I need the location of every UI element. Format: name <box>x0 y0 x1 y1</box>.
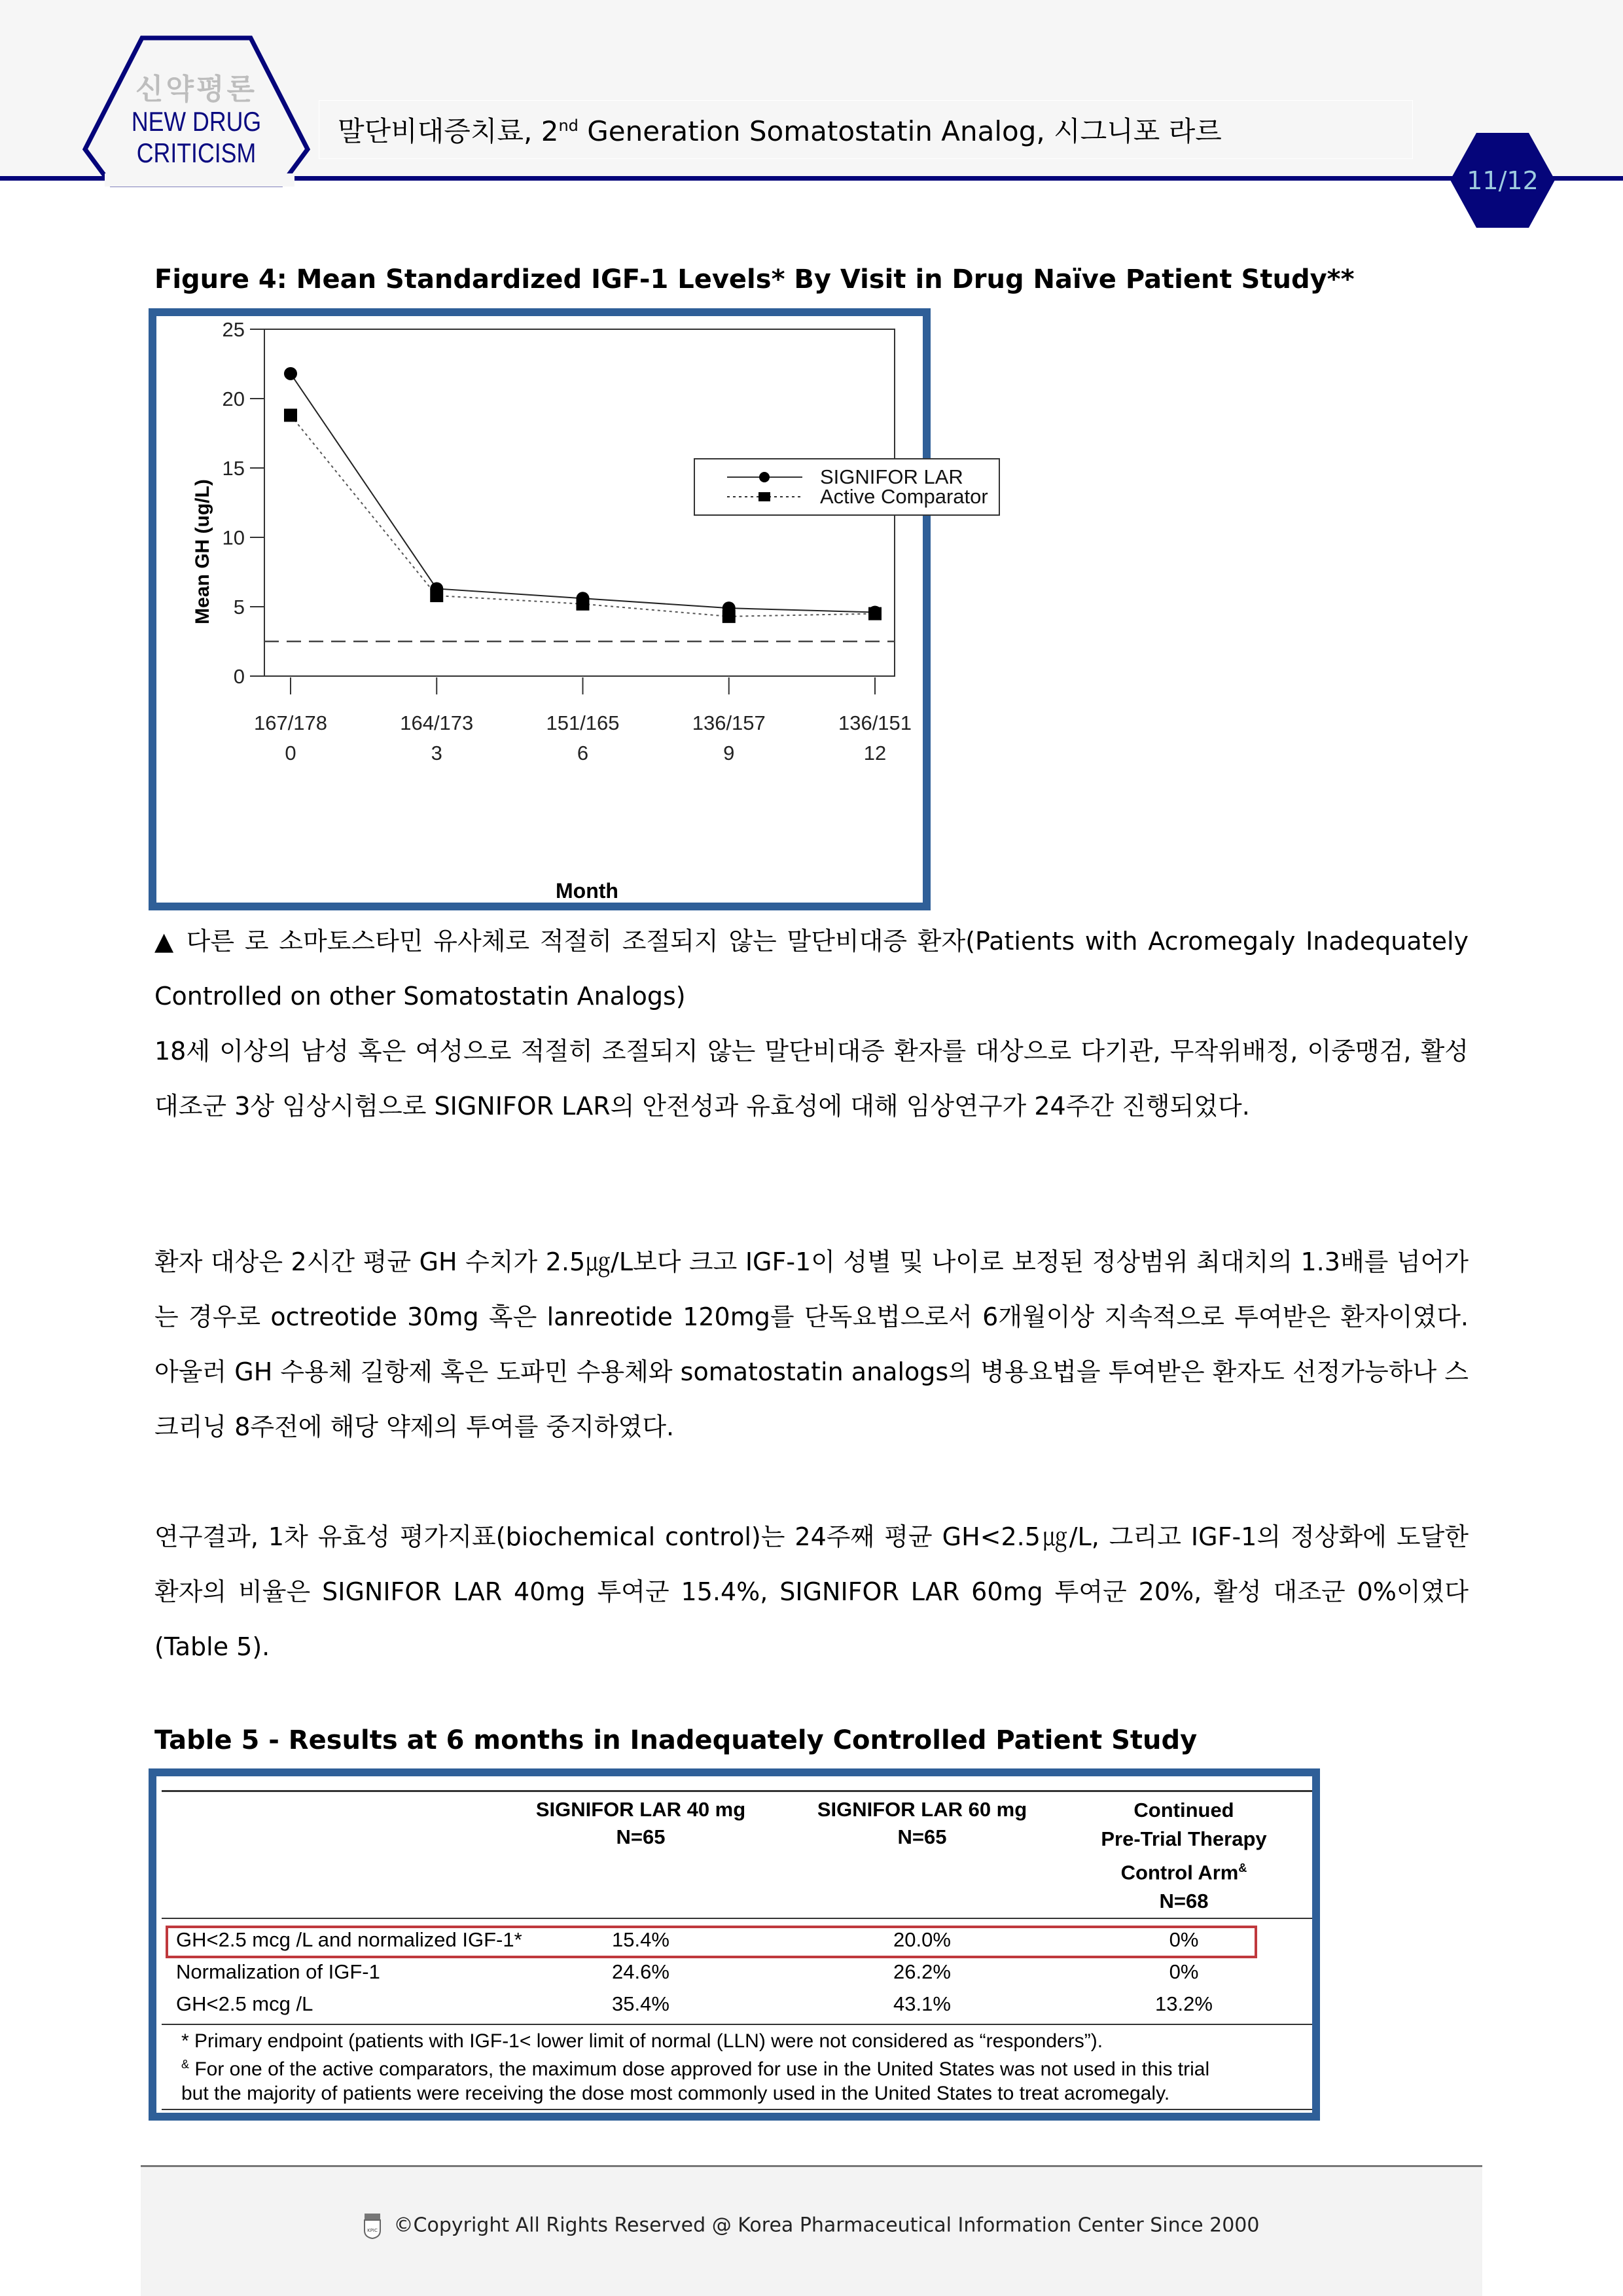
cell-60mg: 43.1% <box>893 1992 951 2015</box>
y-tick-label: 25 <box>222 318 245 341</box>
cell-40mg: 15.4% <box>612 1928 669 1951</box>
table-caption: Table 5 - Results at 6 months in Inadequately Controlled Patient Study <box>154 1725 1198 1755</box>
svg-text:KPIC: KPIC <box>366 2228 378 2233</box>
x-tick-sublabel: 151/165 <box>546 711 620 734</box>
legend-marker-circle <box>759 472 770 482</box>
x-tick-label: 12 <box>863 742 887 764</box>
footer <box>0 2214 1623 2238</box>
y-tick-label: 20 <box>222 387 245 410</box>
x-tick-sublabel: 167/178 <box>253 711 328 734</box>
data-point-square <box>577 598 590 611</box>
paragraph-inclusion-criteria: 환자 대상은 2시간 평균 GH 수치가 2.5㎍/L보다 크고 IGF-1이 성별 및 나이로 보정된 정상범위 최대치의 1.3배를 넘어가는 경우로 octreotide 30mg 혹은 lanreotide 120mg를 단독요법으로서 6개월이상 지속적으로 투여받은 환자이였다. 아울러 GH 수용체 길항제 혹은 도파민 수용체와 somatostatin analogs의 병용요법을 투여받은 환자도 선정가능하나 스크리닝 8주전에 해당 약제의 투여를 중지하였다. <box>154 1247 1469 1441</box>
series-line-active-comparator <box>291 415 875 616</box>
figure-frame <box>149 308 988 910</box>
footnote-comparator <box>181 2058 1209 2081</box>
column-header-40mg <box>529 1796 752 1851</box>
logo-korean: 신약평론 <box>135 73 257 106</box>
column-n: N=65 <box>616 1825 666 1848</box>
line-chart <box>156 316 988 903</box>
column-label-line1: Continued <box>1133 1799 1234 1821</box>
column-n: N=65 <box>897 1825 947 1848</box>
x-tick-label: 6 <box>577 742 589 764</box>
copyright-text: ©Copyright All Rights Reserved @ Korea Pharmaceutical Information Center Since 2000 <box>393 2214 1260 2237</box>
kpic-shield-icon <box>364 2214 381 2238</box>
legend-label: Active Comparator <box>820 485 988 508</box>
logo <box>79 33 314 185</box>
column-header-control <box>1086 1796 1282 1916</box>
legend-label: SIGNIFOR LAR <box>820 465 963 488</box>
cell-40mg: 24.6% <box>612 1960 669 1983</box>
row-label: Normalization of IGF-1 <box>176 1960 380 1983</box>
column-label: SIGNIFOR LAR 60 mg <box>817 1798 1027 1821</box>
document-title-box <box>319 100 1413 159</box>
data-point-square <box>722 610 736 623</box>
x-tick-label: 9 <box>723 742 735 764</box>
table-bottom-rule <box>162 2109 1312 2110</box>
table-body-rule <box>162 2024 1312 2025</box>
title-prefix: 말단비대증치료, 2 <box>338 115 559 147</box>
footnote-line1: For one of the active comparators, the maximum dose approved for use in the United States was not used in this trial <box>189 2058 1210 2080</box>
row-label: GH<2.5 mcg /L <box>176 1992 313 2015</box>
figure-caption: Figure 4: Mean Standardized IGF-1 Levels* By Visit in Drug Naïve Patient Study** <box>154 264 1355 295</box>
logo-english-line2: CRITICISM <box>136 137 257 168</box>
x-tick-sublabel: 136/151 <box>838 711 912 734</box>
column-label-line2: Pre-Trial Therapy <box>1101 1827 1267 1850</box>
page-indicator: 11/12 <box>1467 166 1539 195</box>
data-point-square <box>430 589 443 602</box>
footnote-sup: & <box>181 2058 190 2071</box>
x-tick-label: 0 <box>285 742 296 764</box>
page-badge <box>1450 133 1555 228</box>
data-point-square <box>284 408 297 422</box>
data-point-square <box>868 607 882 620</box>
y-tick-label: 10 <box>222 526 245 549</box>
document-title <box>319 110 1222 149</box>
table-header-rule <box>162 1918 1312 1919</box>
y-axis-label: Mean GH (ug/L) <box>192 479 213 624</box>
column-label: SIGNIFOR LAR 40 mg <box>535 1798 746 1821</box>
y-tick-label: 5 <box>233 596 245 619</box>
x-tick-sublabel: 164/173 <box>400 711 474 734</box>
title-superscript: nd <box>558 117 579 135</box>
x-tick-sublabel: 136/157 <box>692 711 766 734</box>
cell-40mg: 35.4% <box>612 1992 669 2015</box>
cell-control: 13.2% <box>1155 1992 1213 2015</box>
paragraph-results: 연구결과, 1차 유효성 평가지표(biochemical control)는 24주째 평균 GH<2.5㎍/L, 그리고 IGF-1의 정상화에 도달한 환자의 비율은 SIGNIFOR LAR 40mg 투여군 15.4%, SIGNIFOR LAR 60mg 투여군 20%, 활성 대조군 0%이였다(Table 5). <box>154 1522 1469 1661</box>
y-tick-label: 15 <box>222 457 245 480</box>
cell-control: 0% <box>1169 1960 1199 1983</box>
x-tick-label: 3 <box>431 742 442 764</box>
paragraph-study-design: 18세 이상의 남성 혹은 여성으로 적절히 조절되지 않는 말단비대증 환자를 대상으로 다기관, 무작위배정, 이중맹검, 활성 대조군 3상 임상시험으로 SIGNIFOR LAR의 안전성과 유효성에 대해 임상연구가 24주간 진행되었다. <box>154 1037 1469 1121</box>
column-n: N=68 <box>1159 1890 1209 1913</box>
data-point-circle <box>284 367 297 380</box>
column-header-60mg <box>811 1796 1033 1851</box>
cell-control: 0% <box>1169 1928 1199 1951</box>
cell-60mg: 26.2% <box>893 1960 951 1983</box>
title-suffix: Generation Somatostatin Analog, 시그니포 라르 <box>578 115 1222 147</box>
cell-60mg: 20.0% <box>893 1928 951 1951</box>
section-heading: ▲ 다른 로 소마토스타민 유사체로 적절히 조절되지 않는 말단비대증 환자(Patients with Acromegaly Inadequately Controlled on other Somatostatin Analogs) <box>154 927 1469 1011</box>
column-label-line3: Control Arm <box>1120 1861 1239 1884</box>
logo-english-line1: NEW DRUG <box>131 106 262 137</box>
column-label-sup: & <box>1238 1861 1247 1874</box>
results-table <box>149 1768 1320 2121</box>
table-top-rule <box>162 1790 1312 1792</box>
footnote-primary-endpoint: * Primary endpoint (patients with IGF-1< lower limit of normal (LLN) were not considered as “responders”). <box>181 2030 1103 2052</box>
footnote-line2: but the majority of patients were receiving the dose most commonly used in the United States to treat acromegaly. <box>181 2083 1170 2104</box>
x-axis-label: Month <box>556 879 618 903</box>
row-label: GH<2.5 mcg /L and normalized IGF-1* <box>176 1928 522 1951</box>
legend-marker-square <box>758 492 770 501</box>
y-tick-label: 0 <box>233 665 245 688</box>
